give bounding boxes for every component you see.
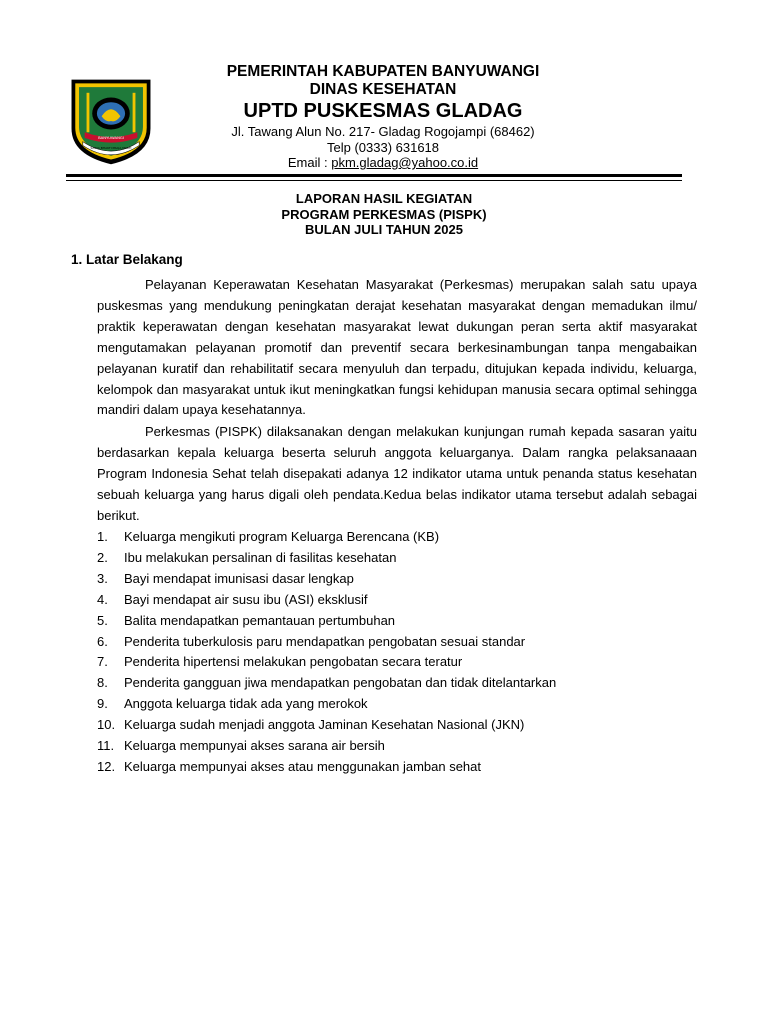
list-text: Ibu melakukan persalinan di fasilitas kesehatan bbox=[124, 549, 397, 565]
list-item bbox=[97, 548, 697, 569]
list-number: 1. bbox=[97, 529, 108, 544]
list-item bbox=[97, 527, 697, 548]
list-item bbox=[97, 652, 697, 673]
logo-motto-text: SATYA BHAKTI PRAJA MUKTI bbox=[90, 146, 132, 151]
list-text: Bayi mendapat imunisasi dasar lengkap bbox=[124, 570, 354, 586]
list-number: 5. bbox=[97, 612, 108, 628]
letterhead-divider-thin bbox=[66, 180, 682, 181]
list-item bbox=[97, 611, 697, 632]
email-link[interactable]: pkm.gladag@yahoo.co.id bbox=[331, 155, 479, 170]
report-title-line-2: PROGRAM PERKESMAS (PISPK) bbox=[281, 206, 487, 222]
address-line: Jl. Tawang Alun No. 217- Gladag Rogojampi (68462) bbox=[231, 124, 535, 139]
list-text: Penderita tuberkulosis paru mendapatkan pengobatan sesuai standar bbox=[124, 633, 526, 649]
report-title bbox=[0, 191, 768, 238]
list-number: 7. bbox=[97, 654, 108, 670]
email-label: Email : bbox=[287, 155, 332, 170]
list-item bbox=[97, 736, 697, 757]
banyuwangi-emblem-icon bbox=[64, 74, 158, 168]
logo-banner-text: BANYUWANGI bbox=[98, 135, 124, 140]
phone-line: Telp (0333) 631618 bbox=[326, 139, 440, 155]
list-item bbox=[97, 694, 697, 715]
list-text: Bayi mendapat air susu ibu (ASI) eksklusif bbox=[124, 591, 368, 607]
list-number: 3. bbox=[97, 570, 108, 586]
paragraph-text: Pelayanan Keperawatan Kesehatan Masyarakat (Perkesmas) merupakan salah satu upaya puskesmas yang mendukung peningkatan derajat kesehatan masyarakat dengan memadukan ilmu/ praktik keperawatan dengan kesehatan masyarakat lewat dukungan peran serta aktif masyarakat mengutamakan pelayanan promotif dan preventif secara berkesinambungan tanpa mengabaikan pelayanan kuratif dan rehabilitatif secara menyuluh dan terpadu, ditujukan kepada individu, keluarga, kelompok dan masyarakat untuk ikut meningkatkan fungsi kehidupan manusia secara optimal sehingga mandiri dalam upaya kesehatannya. bbox=[97, 277, 697, 418]
list-item bbox=[97, 632, 697, 653]
list-text: Keluarga mempunyai akses sarana air bersih bbox=[124, 738, 385, 754]
list-text: Penderita gangguan jiwa mendapatkan pengobatan dan tidak ditelantarkan bbox=[124, 675, 557, 691]
list-number: 12. bbox=[97, 758, 116, 774]
institution-name: UPTD PUSKESMAS GLADAG bbox=[243, 100, 523, 122]
indicator-list bbox=[97, 527, 697, 778]
list-number: 11. bbox=[97, 738, 115, 754]
list-text: Keluarga mengikuti program Keluarga Berencana (KB) bbox=[124, 529, 440, 544]
list-text: Keluarga mempunyai akses atau menggunakan jamban sehat bbox=[124, 758, 482, 774]
list-text: Penderita hipertensi melakukan pengobatan secara teratur bbox=[124, 654, 463, 670]
list-text: Anggota keluarga tidak ada yang merokok bbox=[124, 696, 368, 712]
email-line bbox=[160, 155, 606, 171]
list-item bbox=[97, 673, 697, 694]
list-item bbox=[97, 757, 697, 778]
list-number: 2. bbox=[97, 549, 108, 565]
section-heading: 1. Latar Belakang bbox=[71, 252, 183, 267]
list-number: 6. bbox=[97, 633, 108, 649]
list-number: 4. bbox=[97, 591, 108, 607]
letterhead-divider-thick bbox=[66, 174, 682, 177]
department-name: DINAS KESEHATAN bbox=[309, 81, 457, 98]
report-title-line-1: LAPORAN HASIL KEGIATAN bbox=[295, 191, 473, 206]
list-number: 10. bbox=[97, 717, 116, 733]
background-paragraph-2 bbox=[97, 422, 697, 527]
background-paragraph-1 bbox=[97, 275, 697, 421]
list-text: Keluarga sudah menjadi anggota Jaminan Kesehatan Nasional (JKN) bbox=[124, 717, 525, 733]
paragraph-text: Perkesmas (PISPK) dilaksanakan dengan melakukan kunjungan rumah kepada sasaran yaitu berdasarkan kepala keluarga beserta seluruh anggota keluarganya. Dalam rangka pelaksanaaan Program Indonesia Sehat telah disepakati adanya 12 indikator utama untuk penanda status kesehatan sebuah keluarga yang harus digali oleh pendata.Kedua belas indikator utama tersebut adalah sebagai berikut. bbox=[97, 424, 697, 523]
list-item bbox=[97, 569, 697, 590]
list-number: 9. bbox=[97, 696, 108, 712]
list-number: 8. bbox=[97, 675, 108, 691]
list-text: Balita mendapatkan pemantauan pertumbuhan bbox=[124, 612, 396, 628]
government-name: PEMERINTAH KABUPATEN BANYUWANGI bbox=[226, 63, 540, 80]
letterhead bbox=[160, 62, 606, 171]
list-item bbox=[97, 590, 697, 611]
report-title-line-3: BULAN JULI TAHUN 2025 bbox=[305, 222, 463, 237]
list-item bbox=[97, 715, 697, 736]
